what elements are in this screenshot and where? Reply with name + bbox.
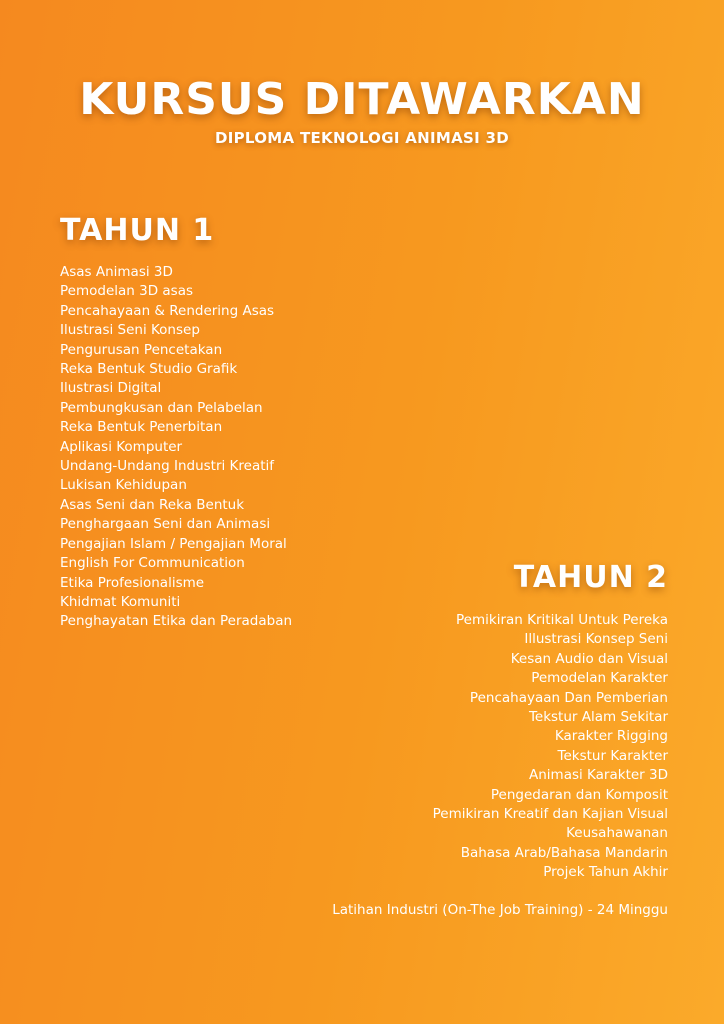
course-item: Lukisan Kehidupan [60,477,187,494]
course-item: Pemodelan 3D asas [60,283,194,300]
industrial-training-note: Latihan Industri (On-The Job Training) - 24 Minggu [332,902,668,918]
year-1-course-list [60,263,292,632]
course-item: Asas Seni dan Reka Bentuk [60,496,245,513]
course-item: Pengajian Islam / Pengajian Moral [60,535,287,552]
course-item: Ilustrasi Seni Konsep [60,322,200,339]
course-item: Karakter Rigging [554,728,668,745]
course-item: Ilustrasi Digital [60,380,162,397]
course-item: Projek Tahun Akhir [543,864,668,881]
course-item: Pemodelan Karakter [531,670,668,687]
course-item: Reka Bentuk Studio Grafik [60,361,238,378]
course-item: Pencahayaan Dan Pemberian [469,689,668,706]
course-item: Animasi Karakter 3D [529,767,668,784]
course-item: English For Communication [60,555,245,572]
course-item: Khidmat Komuniti [60,593,181,610]
course-item: Pemikiran Kreatif dan Kajian Visual [432,806,668,823]
year-1-heading: TAHUN 1 [60,213,215,248]
page-title: KURSUS DITAWARKAN [79,74,645,125]
course-item: Pengurusan Pencetakan [60,341,223,358]
page-subtitle: DIPLOMA TEKNOLOGI ANIMASI 3D [214,129,510,147]
course-item: Keusahawanan [566,825,668,842]
course-item: Bahasa Arab/Bahasa Mandarin [460,844,668,861]
year-2-heading: TAHUN 2 [513,560,668,595]
course-item: Illustrasi Konsep Seni [524,631,668,648]
course-item: Pengedaran dan Komposit [490,786,668,803]
course-item: Asas Animasi 3D [60,264,173,280]
year-2-course-list [433,611,668,883]
course-item: Pembungkusan dan Pelabelan [60,399,263,416]
course-item: Penghargaan Seni dan Animasi [60,516,271,533]
course-item: Tekstur Karakter [557,747,668,764]
course-item: Tekstur Alam Sekitar [528,709,668,726]
course-item: Etika Profesionalisme [60,574,205,591]
course-item: Undang-Undang Industri Kreatif [60,458,275,475]
course-item: Aplikasi Komputer [60,438,183,455]
course-item: Kesan Audio dan Visual [510,650,668,667]
course-item: Penghayatan Etika dan Peradaban [60,613,293,630]
course-item: Pencahayaan & Rendering Asas [60,302,275,319]
course-item: Reka Bentuk Penerbitan [60,419,223,436]
course-item: Pemikiran Kritikal Untuk Pereka [456,612,668,628]
